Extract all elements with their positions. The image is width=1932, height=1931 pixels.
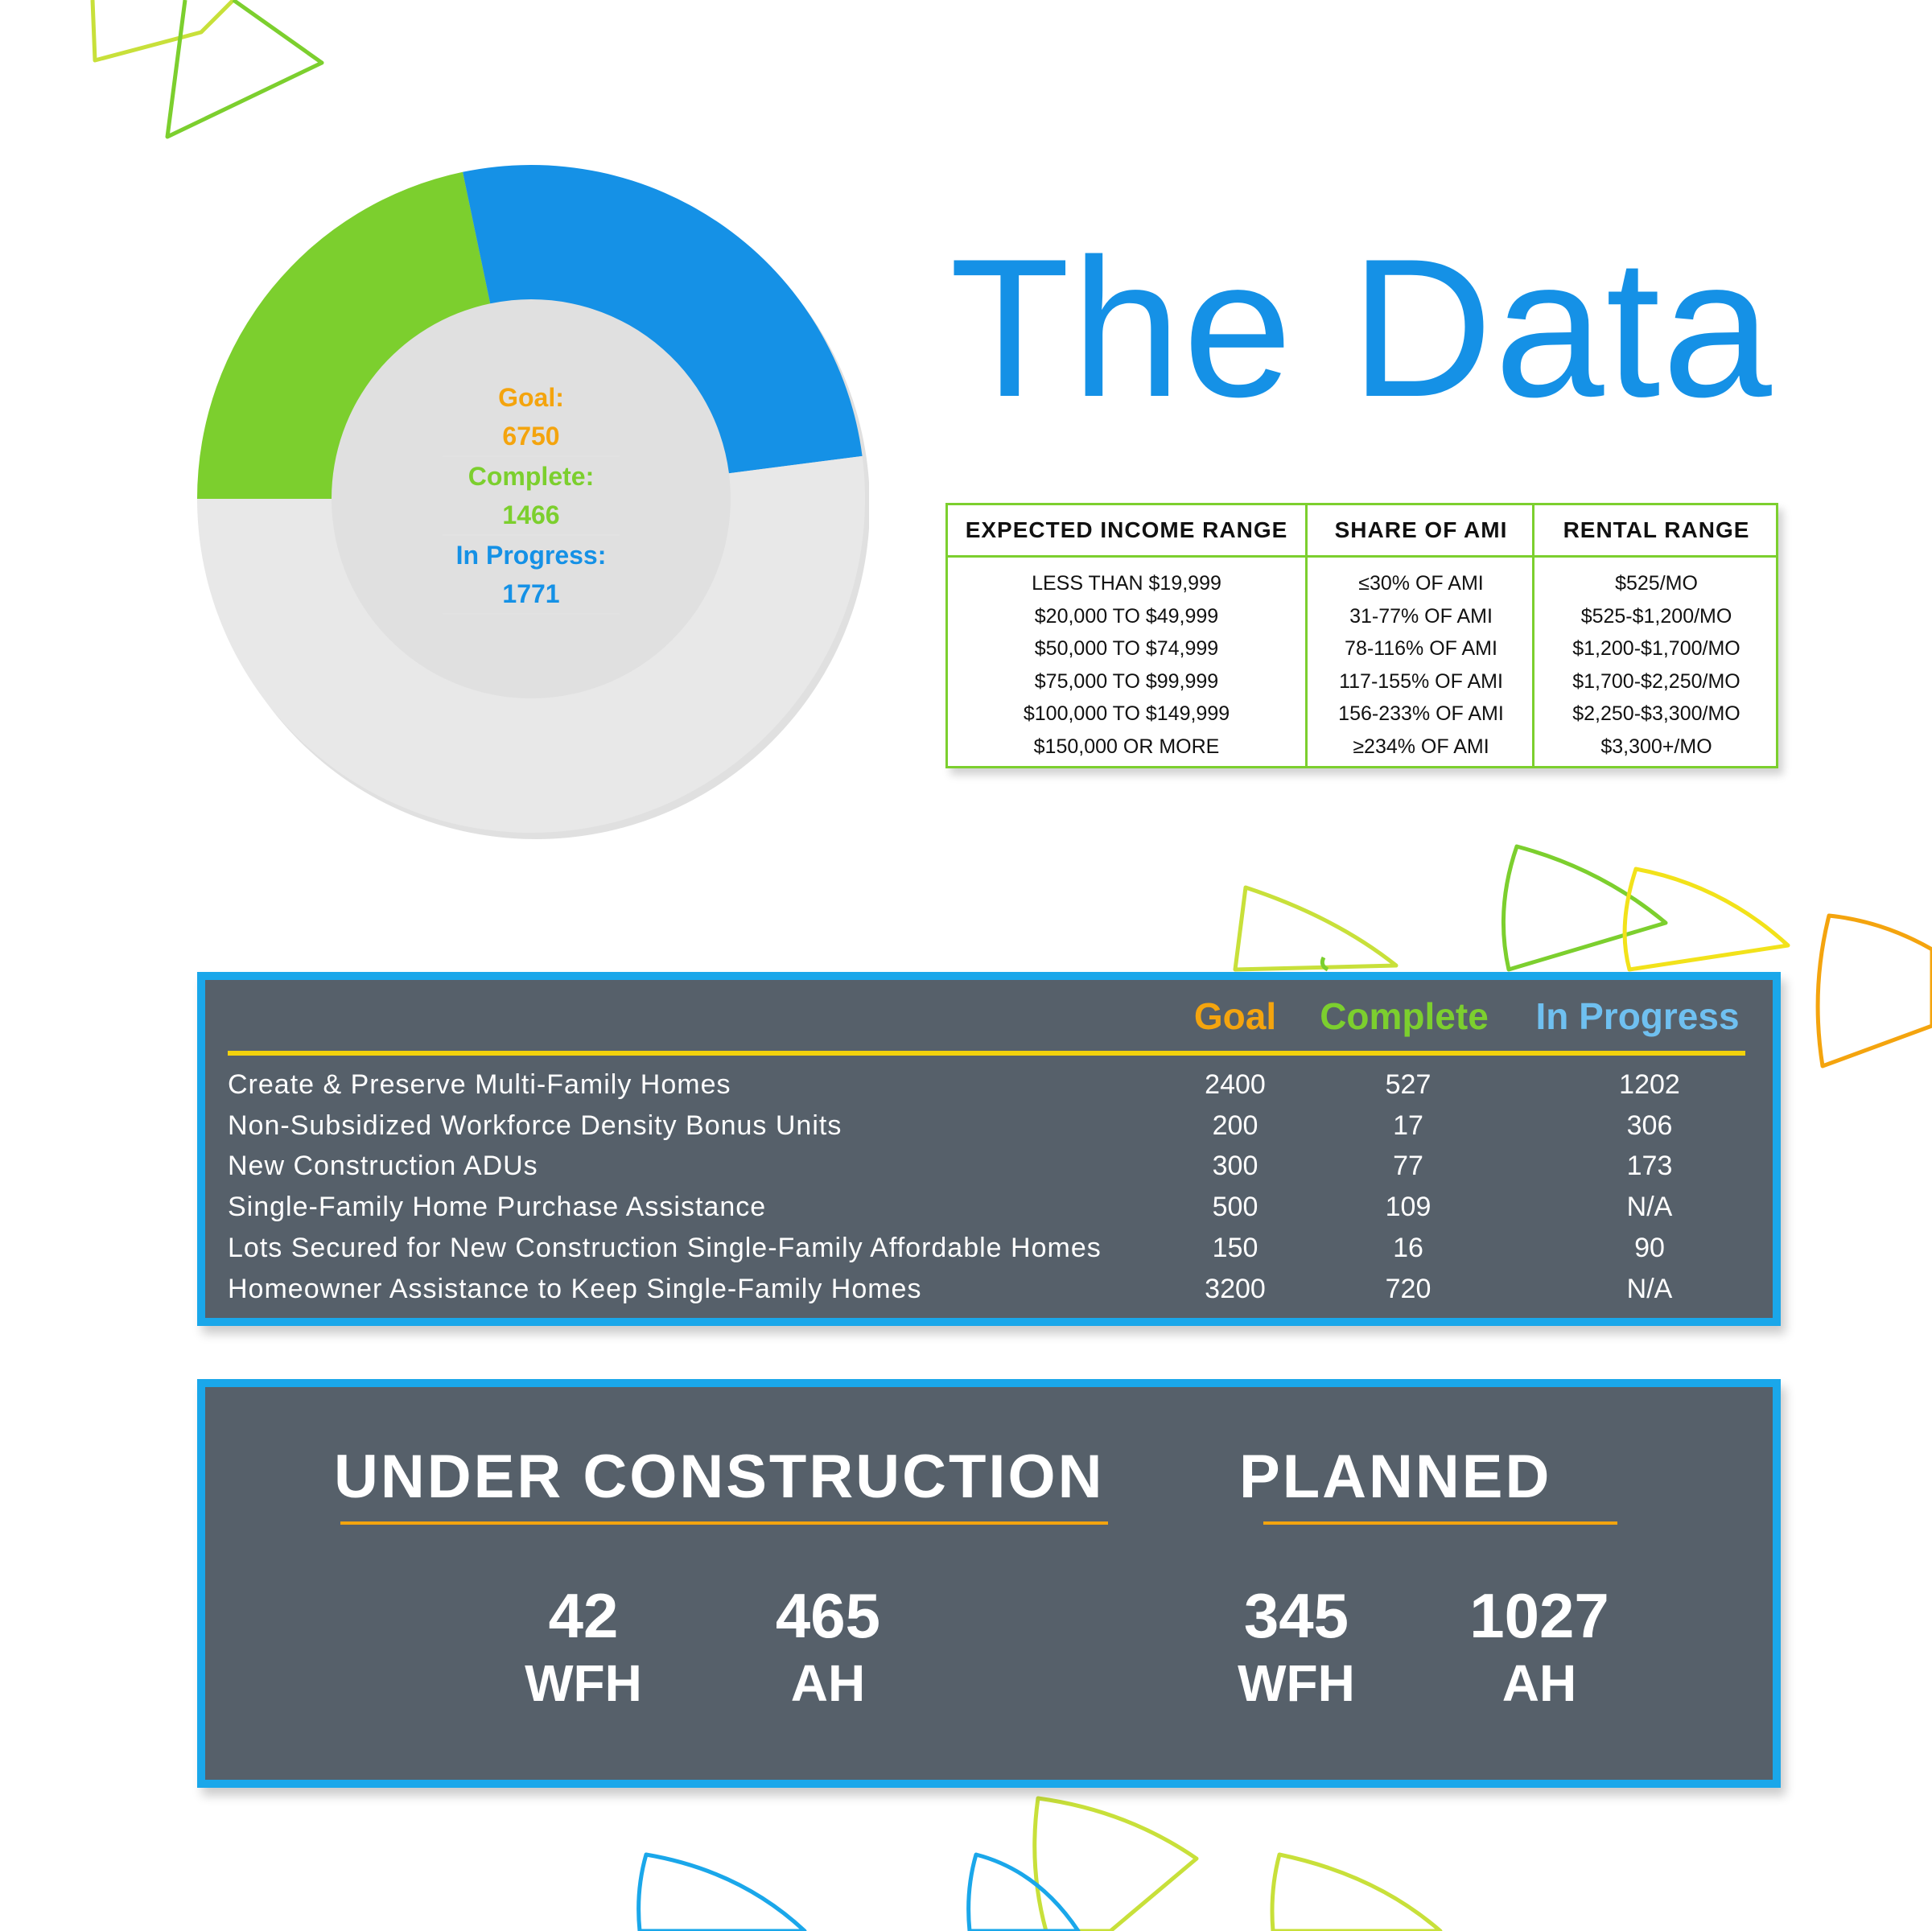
construction-panel — [197, 1379, 1781, 1788]
row-label: Single-Family Home Purchase Assistance — [228, 1192, 767, 1222]
ami-column — [1305, 505, 1534, 766]
triangle-deco-8 — [1035, 1798, 1197, 1931]
ami-cell: 31-77% OF AMI — [1349, 604, 1493, 628]
under-ah-value: 465 — [775, 1580, 881, 1651]
triangle-deco-11 — [1272, 1855, 1440, 1931]
planned-title: PLANNED — [1239, 1443, 1552, 1511]
row-complete: 720 — [1385, 1274, 1431, 1304]
row-goal: 3200 — [1205, 1274, 1266, 1304]
under-construction-rule — [340, 1521, 1108, 1525]
income-cell: LESS THAN $19,999 — [1032, 572, 1221, 595]
in-progress-value: 1771 — [502, 579, 560, 608]
under-wfh-unit: WFH — [525, 1654, 642, 1712]
income-cell: $100,000 TO $149,999 — [1023, 702, 1230, 725]
table-row — [205, 1228, 1773, 1268]
row-label: Homeowner Assistance to Keep Single-Family Homes — [228, 1274, 922, 1304]
row-in-progress: 1202 — [1619, 1069, 1680, 1100]
goal-label: Goal: — [498, 383, 564, 412]
triangle-deco-9 — [639, 1855, 805, 1931]
ami-cell: 117-155% OF AMI — [1339, 669, 1503, 693]
ami-cell: ≥234% OF AMI — [1353, 735, 1489, 758]
planned-wfh-value: 345 — [1243, 1580, 1349, 1651]
row-label: Lots Secured for New Construction Single-Family Affordable Homes — [228, 1233, 1102, 1263]
triangle-deco-4 — [1503, 846, 1666, 970]
ami-header: SHARE OF AMI — [1308, 505, 1534, 558]
ami-cell: ≤30% OF AMI — [1358, 572, 1484, 595]
table-row — [205, 1187, 1773, 1227]
row-goal: 500 — [1212, 1192, 1258, 1222]
under-ah-unit: AH — [790, 1654, 866, 1712]
row-in-progress: 306 — [1626, 1110, 1673, 1141]
rental-cell: $1,200-$1,700/MO — [1572, 637, 1740, 660]
row-goal: 150 — [1212, 1233, 1258, 1263]
donut-center-legend — [422, 378, 640, 615]
table-row — [205, 1269, 1773, 1309]
rental-cell: $1,700-$2,250/MO — [1572, 669, 1740, 693]
row-complete: 77 — [1393, 1151, 1423, 1181]
table-row — [205, 1146, 1773, 1186]
ami-cell: 156-233% OF AMI — [1338, 702, 1504, 725]
rental-cell: $3,300+/MO — [1600, 735, 1712, 758]
row-label: New Construction ADUs — [228, 1151, 538, 1181]
row-goal: 300 — [1212, 1151, 1258, 1181]
income-column — [948, 505, 1305, 766]
planned-rule — [1263, 1521, 1617, 1525]
progress-table — [197, 972, 1781, 1326]
income-header: EXPECTED INCOME RANGE — [948, 505, 1305, 558]
rental-cell: $2,250-$3,300/MO — [1572, 702, 1740, 725]
planned-ah-value: 1027 — [1469, 1580, 1609, 1651]
row-in-progress: 90 — [1634, 1233, 1665, 1263]
in-progress-header: In Progress — [1535, 995, 1740, 1037]
row-goal: 2400 — [1205, 1069, 1266, 1100]
row-complete: 109 — [1385, 1192, 1431, 1222]
page-title: The Data — [950, 217, 1773, 438]
triangle-deco-5 — [1625, 869, 1788, 970]
triangle-deco-10 — [969, 1855, 1078, 1931]
complete-value: 1466 — [502, 500, 560, 529]
ami-cell: 78-116% OF AMI — [1345, 637, 1497, 660]
header-rule — [228, 1051, 1745, 1056]
complete-label: Complete: — [468, 462, 595, 491]
triangle-deco-7 — [1322, 957, 1328, 970]
row-in-progress: N/A — [1626, 1274, 1673, 1304]
row-goal: 200 — [1212, 1110, 1258, 1141]
under-wfh-value: 42 — [548, 1580, 619, 1651]
table-row — [205, 1064, 1773, 1105]
triangle-deco-2 — [167, 0, 322, 137]
row-in-progress: N/A — [1626, 1192, 1673, 1222]
triangle-deco-6 — [1818, 916, 1932, 1066]
in-progress-label: In Progress: — [455, 541, 607, 570]
rental-header: RENTAL RANGE — [1534, 505, 1778, 558]
row-complete: 527 — [1385, 1069, 1431, 1100]
row-complete: 17 — [1393, 1110, 1423, 1141]
goal-header: Goal — [1193, 995, 1277, 1037]
complete-header: Complete — [1320, 995, 1489, 1037]
income-ami-table — [945, 503, 1778, 768]
row-label: Create & Preserve Multi-Family Homes — [228, 1069, 731, 1100]
income-cell: $75,000 TO $99,999 — [1034, 669, 1219, 693]
table-row — [205, 1105, 1773, 1146]
income-cell: $150,000 OR MORE — [1033, 735, 1220, 758]
triangle-deco-3 — [1235, 887, 1396, 970]
row-complete: 16 — [1393, 1233, 1423, 1263]
rental-cell: $525/MO — [1615, 572, 1698, 595]
divider — [443, 613, 620, 615]
planned-ah-unit: AH — [1502, 1654, 1577, 1712]
under-construction-title: UNDER CONSTRUCTION — [334, 1443, 1105, 1511]
planned-wfh-unit: WFH — [1238, 1654, 1355, 1712]
row-in-progress: 173 — [1626, 1151, 1673, 1181]
rental-cell: $525-$1,200/MO — [1580, 604, 1732, 628]
triangle-deco-1 — [93, 0, 233, 60]
income-cell: $50,000 TO $74,999 — [1034, 637, 1219, 660]
row-label: Non-Subsidized Workforce Density Bonus Units — [228, 1110, 842, 1141]
income-cell: $20,000 TO $49,999 — [1034, 604, 1219, 628]
rental-column — [1532, 505, 1778, 766]
goal-value: 6750 — [502, 422, 560, 451]
